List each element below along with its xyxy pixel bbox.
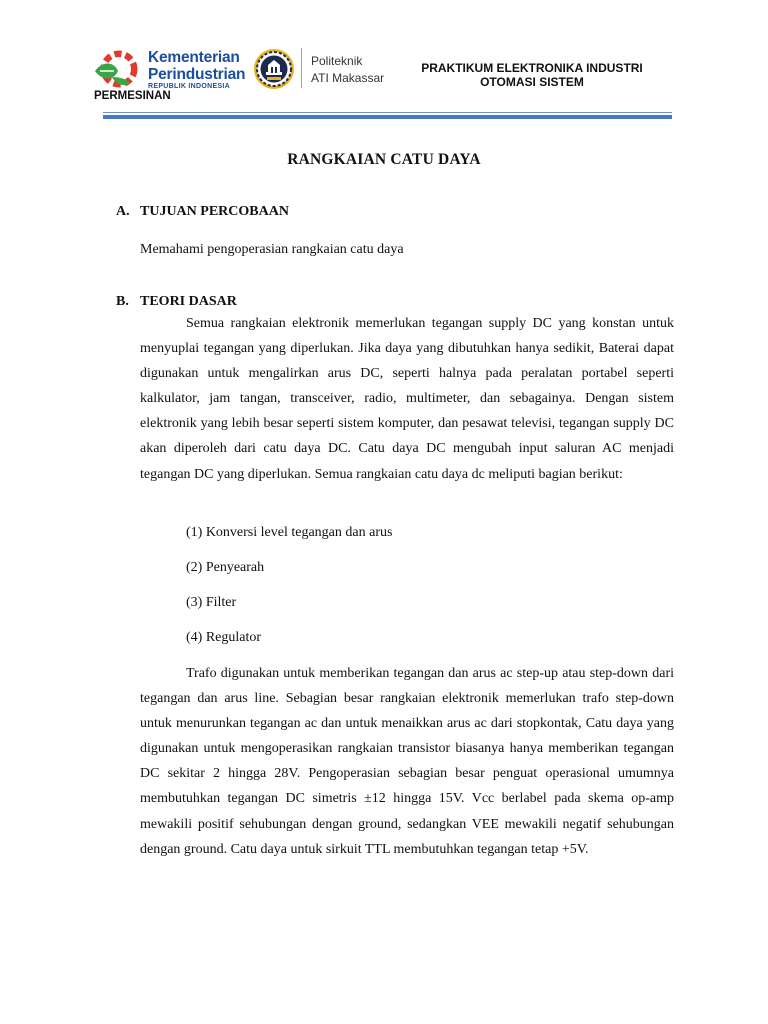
list-item: (4) Regulator	[186, 630, 262, 645]
list-item: (2) Penyearah	[186, 560, 265, 575]
list-item: (1) Konversi level tegangan dan arus	[186, 525, 393, 540]
ministry-name	[148, 50, 245, 90]
institution-name-line2: ATI Makassar	[311, 71, 385, 85]
section-a-number: A.	[116, 204, 130, 219]
institution-name-line1: Politeknik	[311, 54, 363, 68]
section-b-number: B.	[116, 294, 129, 309]
ministry-name-line3: REPUBLIK INDONESIA	[148, 83, 231, 90]
document-title: RANGKAIAN CATU DAYA	[287, 151, 481, 168]
section-b-title: TEORI DASAR	[140, 294, 237, 309]
course-title	[400, 61, 664, 89]
course-title-line1: PRAKTIKUM ELEKTRONIKA INDUSTRI	[421, 61, 643, 75]
kemenperin-gear-logo-icon	[92, 47, 142, 93]
ministry-name-line2: Perindustrian	[148, 65, 246, 83]
department-label: PERMESINAN	[94, 90, 171, 102]
logo-divider	[301, 48, 302, 88]
section-a-heading	[116, 204, 289, 220]
ati-makassar-emblem-icon	[253, 48, 295, 90]
section-a-text: Memahami pengoperasian rangkaian catu daya	[140, 242, 404, 257]
page-header	[0, 0, 768, 130]
list-item: (3) Filter	[186, 595, 237, 610]
section-a-title: TUJUAN PERCOBAAN	[140, 204, 289, 219]
section-b-paragraph-2: Trafo digunakan untuk memberikan tegangan dan arus ac step-up atau step-down dari tegangan dan arus line. Sebagian besar rangkaian elektronik memerlukan trafo step-down untuk menurunkan tegangan ac dan untuk menaikkan arus ac dari stopkontak, Catu daya yang digunakan untuk mengoperasikan rangkaian transistor biasanya hanya memberikan tegangan DC sekitar 2 hingga 28V. Pengoperasian sebagian besar penguat operasional umumnya membutuhkan tegangan DC simetris ±12 hingga 15V. Vcc berlabel pada skema op-amp mewakili positif sehubungan dengan ground, sedangkan VEE mewakili negatif sehubungan dengan ground. Catu daya untuk sirkuit TTL membutuhkan tegangan tetap +5V.	[140, 666, 674, 857]
institution-name	[311, 53, 384, 87]
section-b-heading	[116, 294, 237, 310]
section-b-paragraph-1: Semua rangkaian elektronik memerlukan tegangan supply DC yang konstan untuk menyuplai tegangan yang diperlukan. Jika daya yang dibutuhkan hanya sedikit, Baterai dapat digunakan untuk mengalirkan arus DC, seperti halnya pada peralatan portabel seperti kalkulator, jam tangan, transceiver, radio, multimeter, dan sebagainya. Dengan sistem elektronik yang lebih besar seperti sistem komputer, dan pesawat televisi, tegangan supply DC akan diperoleh dari catu daya DC. Catu daya DC mengubah input saluran AC menjadi tegangan DC yang diperlukan. Semua rangkaian catu daya dc meliputi bagian berikut:	[140, 316, 674, 482]
ministry-name-line1: Kementerian	[148, 49, 240, 66]
header-rule-thin	[103, 112, 672, 113]
course-title-line2: OTOMASI SISTEM	[480, 75, 584, 89]
header-rule-thick	[103, 115, 672, 119]
